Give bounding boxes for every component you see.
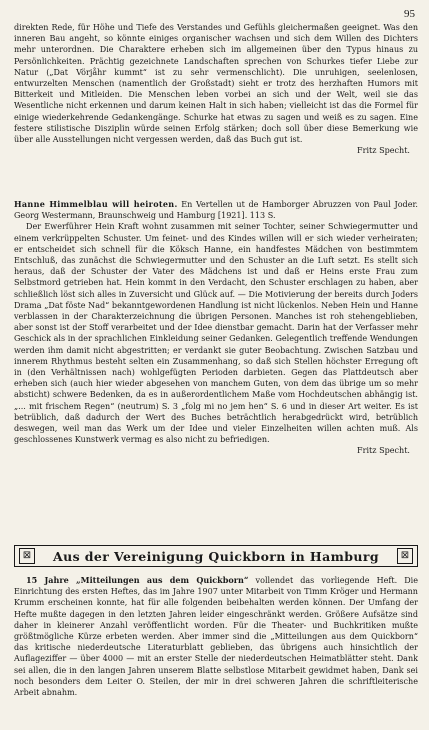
review-paragraph: Der Ewerführer Hein Kraft wohnt zusammen mit seiner Tochter, seiner Schwiegermutter und einem verkrüppelten Schuster. Um feinet- und des Kindes willen will er sich wieder verheiraten; er entscheidet sich schnell für die Köksch Hanne, ein handfestes Mädchen von bestimmtem Entschluß, das zunächst die Schwiegermutter und den Schuster an die Luft setzt. Es stellt sich heraus, daß der Schuster der Vater des Mädchens ist und daß er Heins erste Frau zum Selbstmord getrieben hat. Hein kommt in den Verdacht, den Schuster erschlagen zu haben, aber schließlich löst sich alles in Zuversicht und Glück auf. — Die Motivierung der bereits durch Joders Drama „Dat föste Nad“ bekanntgewordenen Handlung ist nicht lückenlos. Neben Hein und Hanne verblassen in der Charakterzeichnung die übrigen Personen. Manches ist roh stehengeblieben, aber sonst ist der Stoff verarbeitet und der Idee dienstbar gemacht. Darin hat der Verfasser mehr Geschick als in der sprachlichen Einkleidung seiner Gedanken. Gelegentlich treffende Wendungen werden ihm damit nicht abgestritten; er verdankt sie guter Beobachtung. Zwischen Satzbau und innerem Rhythmus besteht selten ein Zusammenhang, so daß sich Stellen höchster Erregung oft in (den Verhältnissen nach) wohlgefügten Perioden darbieten. Gegen das Plattdeutsch aber erheben sich (auch hier wieder abgesehen von manchem Guten, von dem das übrige um so mehr absticht) schwere Bedenken, da es in außerordentlichem Maße vom Hochdeutschen abhängig ist. „... mit frischem Regen“ (neutrum) S. 3 „folg mi no jem hen“ S. 6 und in dieser Art weiter. Es ist betrüblich, daß dadurch der Wert des Buches beträchtlich herabgedrückt wird, betrüblich deswegen, weil man das Werk um der Idee und vieler Einzelheiten willen achten muß. Als geschlossenes Kunstwerk vermag es also nicht zu befriedigen. bbox=[14, 222, 418, 445]
announcement-text: vollendet das vorliegende Heft. Die Einrichtung des ersten Heftes, das im Jahre 1907 unter Mitarbeit von Timm Kröger und Hermann Krumm erscheinen konnte, hat für alle folgenden beibehalten werden können. Der Umfang der Hefte mußte dagegen in den letzten Jahren leider eingeschränkt werden. Größere Aufsätze sind daher in kleinerer Anzahl veröffentlicht worden. Für die Theater- und Buchkritiken mußte größtmögliche Kürze erbeten werden. Aber immer sind die „Mitteilungen aus dem Quickborn“ das kritische niederdeutsche Literaturblatt geblieben, das übrigens auch hinsichtlich der Auflageziffer — über 4000 — mit an erster Stelle der niederdeutschen Heimatblätter steht. Dank sei allen, die in den langen Jahren unserem Blatte selbstlose Mitarbeit gewidmet haben, Dank sei noch besonders dem Leiter O. Steilen, der mir in drei schweren Jahren die schriftleiterische Arbeit abnahm. bbox=[14, 576, 418, 698]
section-header-box bbox=[14, 545, 418, 567]
review-hanne-himmelblau bbox=[14, 199, 418, 457]
review-signature: Fritz Specht. bbox=[357, 446, 410, 456]
review-signature: Fritz Specht. bbox=[357, 146, 410, 156]
page-number: 95 bbox=[404, 8, 415, 20]
review-schurke bbox=[14, 22, 418, 156]
book-title: Hanne Himmelblau will heiroten. bbox=[14, 199, 178, 209]
announcement-lead: 15 Jahre „Mitteilungen aus dem Quickborn“ bbox=[26, 575, 249, 585]
book-bibliographic-info: En Vertellen ut de Hamborger Abruzzen von Paul Joder. Georg Westermann, Braunschweig und Hamburg [1921]. 113 S. bbox=[14, 200, 418, 221]
review-heading bbox=[14, 199, 418, 221]
quickborn-announcement bbox=[14, 575, 418, 698]
ornament-right-icon: ⊠ bbox=[397, 548, 413, 564]
ornament-left-icon: ⊠ bbox=[19, 548, 35, 564]
announcement-paragraph bbox=[14, 575, 418, 698]
review-paragraph: direkten Rede, für Höhe und Tiefe des Verstandes und Gefühls gleichermaßen geeignet. Was den inneren Bau angeht, so könnte einiges organischer wachsen und sich dem Willen des Dichters mehr unterordnen. Die Charaktere erheben sich im allgemeinen über den Typus hinaus zu Persönlichkeiten. Prächtig gezeichnete Landschaften sprechen von Schurkes tiefer Liebe zur Natur („Dat Vörjåhr kummt“ ist zu sehr vermenschlicht). Die unruhigen, seelenlosen, entwurzelten Menschen (namentlich der Großstadt) sieht er trotz des herzhaften Humors mit Bitterkeit und Mitleiden. Die Menschen leben vorbei an sich und der Welt, weil sie das Wesentliche nicht erkennen und darum keinen Halt in sich haben; vielleicht ist das die Formel für einige wiederkehrende Gedankengänge. Schurke hat etwas zu sagen und weiß es zu sagen. Eine festere stilistische Disziplin würde seinen Erfolg stärken; doch soll über diese Bemerkung wie über alle Ausstellungen nicht vergessen werden, daß das Buch gut ist. bbox=[14, 23, 418, 145]
section-title: Aus der Vereinigung Quickborn in Hamburg bbox=[52, 548, 380, 564]
